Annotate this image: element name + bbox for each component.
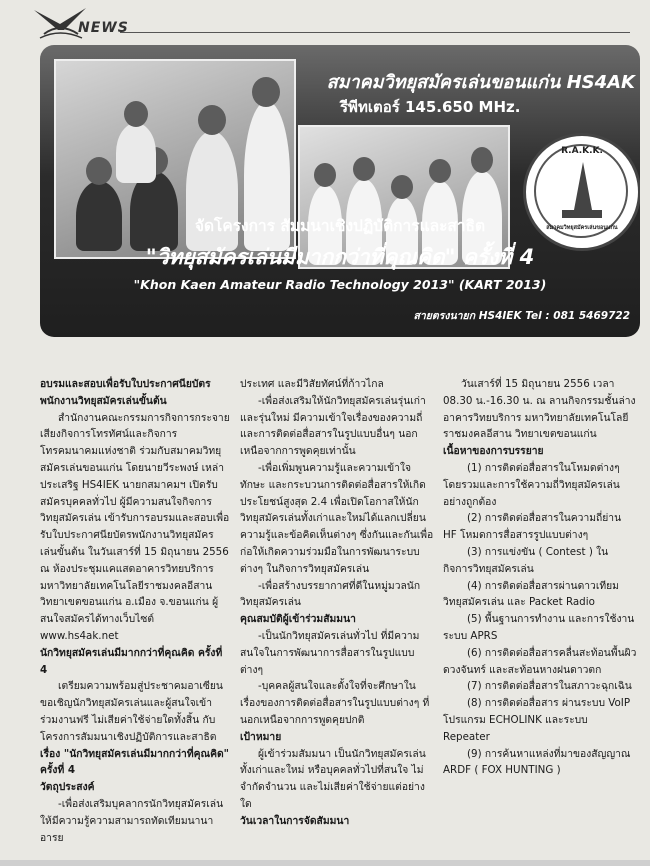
objective-1: -เพื่อส่งเสริมบุคลากรนักวิทยุสมัครเล่นให้มีความรู้ความสามารถทัดเทียมนานาอารย — [40, 797, 224, 844]
paragraph-training: สำนักงานคณะกรรมการกิจการกระจายเสียงกิจการโทรทัศน์และกิจการโทรคมนาคมแห่งชาติ ร่วมกับสมาคมวิทยุสมัครเล่นขอนแก่น โดยนายวีระพงษ์ เหล่าประเสริฐ HS4IEK นายกสมาคมฯ เปิดรับสมัครบุคคลทั่วไป ผู้มีความสนใจกิจการวิทยุสมัครเล่น เข้ารับการอบรมและสอบเพื่อรับใบประกาศนียบัตรพนักงานวิทยุสมัครเล่นขั้นต้น ในวันเสาร์ที่ 15 มิถุนายน 2556 ณ ห้องประชุมแคแสดอาคารวิทยบริการ มหาวิทยาลัยเทคโนโลยีราชมงคลอีสาน วิทยาเขตขอนแก่น อ.เมือง จ.ขอนแก่น ผู้สนใจสมัครได้ทางเว็บไซต์ www.hs4ak.net — [40, 411, 230, 642]
contact-line: สายตรงนายก HS4IEK Tel : 081 5469722 — [413, 310, 630, 322]
repeater-frequency: รีพีทเตอร์ 145.650 MHz. — [340, 98, 521, 116]
list-item: (6) การติดต่อสื่อสารคลื่นสะท้อนพื้นผิวดวงจันทร์ และสะท้อนหางฝนดาวตก — [443, 646, 637, 676]
qualification-1: -เป็นนักวิทยุสมัครเล่นทั่วไป ที่มีความสนใจในการพัฒนาการสื่อสารในรูปแบบต่างๆ — [240, 629, 420, 676]
objective-1-cont: ประเทศ และมีวิสัยทัศน์ที่ก้าวไกล — [240, 378, 384, 390]
page-bottom-edge — [0, 860, 650, 866]
heading-training: อบรมและสอบเพื่อรับใบประกาศนียบัตรพนักงานวิทยุสมัครเล่นขั้นต้น — [40, 378, 211, 407]
page-header — [0, 0, 650, 46]
objective-2: -เพื่อส่งเสริมให้นักวิทยุสมัครเล่นรุ่นเก่าและรุ่นใหม่ มีความเข้าใจเรื่องของความถี่และการติดต่อสื่อสารในรูปแบบอื่นๆ นอกเหนือจากการพูดคุยเท่านั้น — [240, 394, 426, 458]
project-line: จัดโครงการ สัมมนาเชิงปฏิบัติการและสาธิต — [194, 217, 486, 235]
seal-bottom-text: สมาคมวิทยุสมัครเล่นขอนแก่น — [546, 225, 618, 231]
list-item: (1) การติดต่อสื่อสารในโหมดต่างๆ โดยรวมและการใช้ความถี่วิทยุสมัครเล่นอย่างถูกต้อง — [443, 461, 620, 508]
event-title: "วิทยุสมัครเล่นมีมากกว่าที่คุณคิด" ครั้งที่ 4 — [145, 245, 535, 269]
column-3 — [443, 376, 637, 779]
event-name-bold: เรื่อง "นักวิทยุสมัครเล่นมีมากกว่าที่คุณคิด" ครั้งที่ 4 — [40, 747, 230, 777]
list-item: (4) การติดต่อสื่อสารผ่านดาวเทียมวิทยุสมัครเล่น และ Packet Radio — [443, 579, 619, 609]
heading-content: เนื้อหาของการบรรยาย — [443, 445, 544, 458]
header-rule — [120, 32, 630, 33]
seal-text: R.A.K.K. — [561, 146, 603, 156]
heading-objectives: วัตถุประสงค์ — [40, 781, 95, 794]
heading-date: วันเวลาในการจัดสัมมนา — [240, 814, 350, 827]
qualification-2: -บุคคลผู้สนใจและตั้งใจที่จะศึกษาในเรื่องของการติดต่อสื่อสารในรูปแบบต่างๆ ที่นอกเหนือจากการพูดคุยปกติ — [240, 680, 430, 726]
list-item: (5) พื้นฐานการทำงาน และการใช้งานระบบ APRS — [443, 613, 635, 642]
list-item: (8) การติดต่อสื่อสาร ผ่านระบบ VoIP โปรแกรม ECHOLINK และระบบ Repeater — [443, 697, 631, 743]
event-english-title: "Khon Kaen Amateur Radio Technology 2013" (KART 2013) — [133, 277, 547, 292]
heading-event: นักวิทยุสมัครเล่นมีมากกว่าที่คุณคิด ครั้งที่ 4 — [40, 646, 223, 676]
heading-target: เป้าหมาย — [240, 730, 282, 743]
column-2 — [240, 376, 434, 830]
paragraph-event: เตรียมความพร้อมสู่ประชาคมอาเซียนขอเชิญนักวิทยุสมัครเล่นและผู้สนใจเข้าร่วมงานฟรี ไม่เสียค่าใช้จ่ายใดทั้งสิ้น กับโครงการสัมมนาเชิงปฏิบัติการและสาธิต เรื่อง "นักวิทยุสมัครเล่นมีมากกว่าที่คุณคิด" ครั้งที่ 4 — [40, 680, 230, 777]
tower-icon — [574, 162, 592, 210]
objective-4: -เพื่อสร้างบรรยากาศที่ดีในหมู่มวลนักวิทยุสมัครเล่น — [240, 579, 421, 609]
list-item: (7) การติดต่อสื่อสารในสภาวะฉุกเฉิน — [467, 680, 632, 693]
event-banner — [40, 45, 640, 337]
list-item: (3) การแข่งขัน ( Contest ) ในกิจการวิทยุสมัครเล่น — [443, 545, 609, 575]
paragraph-target: ผู้เข้าร่วมสัมมนา เป็นนักวิทยุสมัครเล่นทั้งเก่าและใหม่ หรือบุคคลทั่วไปที่สนใจ ไม่จำกัดจำนวน และไม่เสียค่าใช้จ่ายแต่อย่างใด — [240, 747, 426, 810]
column-1 — [40, 376, 230, 846]
objective-3: -เพื่อเพิ่มพูนความรู้และความเข้าใจทักษะ และกระบวนการติดต่อสื่อสารให้เกิดประโยชน์สูงสุด 2.4 เพื่อเปิดโอกาสให้นักวิทยุสมัครเล่นทั้งเก่าและใหม่ได้แลกเปลี่ยนความรู้และข้อคิดเห็นต่างๆ ซึ่งกันและกันเพื่อก่อให้เกิดความร่วมมือในการพัฒนาระบบต่างๆ ในกิจการวิทยุสมัครเล่น — [240, 461, 434, 575]
banner-title: สมาคมวิทยุสมัครเล่นขอนแก่น HS4AK — [326, 72, 635, 93]
heading-qualifications: คุณสมบัติผู้เข้าร่วมสัมมนา — [240, 613, 356, 626]
list-item: (9) การค้นหาแหล่งที่มาของสัญญาณ ARDF ( FOX HUNTING ) — [443, 747, 631, 777]
section-label: NEWS — [78, 20, 129, 36]
paragraph-date: วันเสาร์ที่ 15 มิถุนายน 2556 เวลา 08.30 น.-16.30 น. ณ ลานกิจกรรมชั้นล่าง อาคารวิทยบริการ มหาวิทยาลัยเทคโนโลยีราชมงคลอีสาน วิทยาเขตขอนแก่น — [443, 378, 636, 441]
list-item: (2) การติดต่อสื่อสารในความถี่ย่าน HF โหมดการสื่อสารรูปแบบต่างๆ — [443, 512, 622, 542]
